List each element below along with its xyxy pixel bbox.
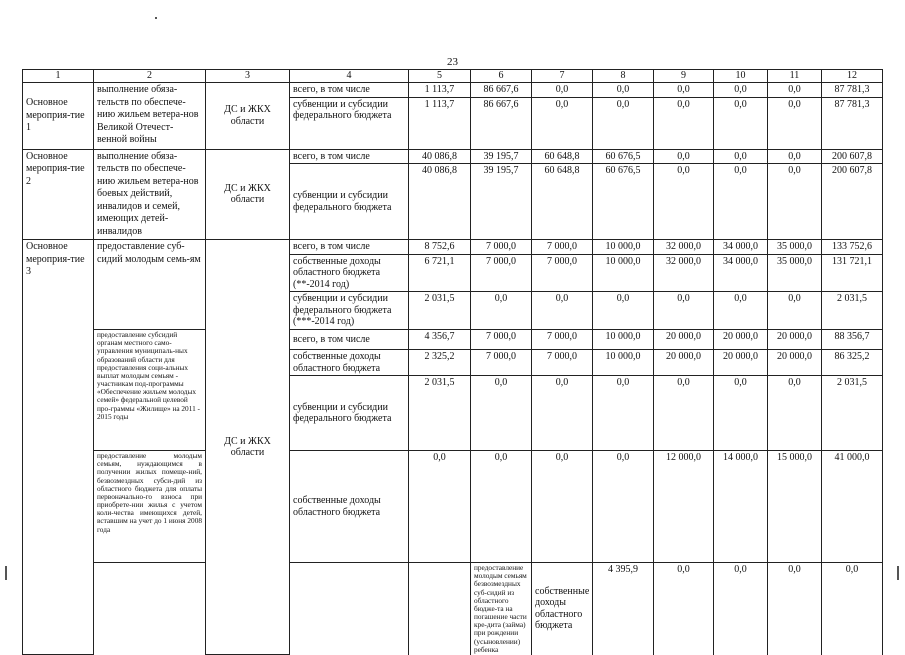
value-cell: 39 195,7 [471, 164, 532, 240]
col-header: 3 [206, 70, 290, 83]
col-header: 10 [714, 70, 768, 83]
value-cell: 0,0 [654, 376, 714, 451]
value-cell: 15 000,0 [768, 451, 822, 563]
value-cell: 0,0 [768, 292, 822, 330]
value-cell: 0,0 [593, 292, 654, 330]
value-cell: 0,0 [532, 451, 593, 563]
value-cell: 1 113,7 [409, 83, 471, 98]
event-description: выполнение обяза-тельств по обеспече-нию жильем ветера-нов Великой Отечест-венной войны [94, 83, 206, 150]
value-cell: 32 000,0 [654, 254, 714, 292]
event-name: Основное мероприя-тие 1 [23, 83, 94, 150]
value-cell: 0,0 [768, 164, 822, 240]
executor: ДС и ЖКХ области [206, 149, 290, 240]
value-cell: 131 721,1 [822, 254, 883, 292]
value-cell: 0,0 [532, 376, 593, 451]
sub-event-description: предоставление субсидий органам местного само-управления муниципаль-ных образований области для предоставления соци-альных выплат молодым семьям - участникам под-программы «Обеспечение жильем молодых семей» федеральной целевой про-граммы «Жилище» на 2011 - 2015 годы [94, 330, 206, 451]
value-cell: 20 000,0 [714, 330, 768, 350]
value-cell: 39 195,7 [471, 149, 532, 164]
value-cell: 20 000,0 [654, 350, 714, 376]
event-description: выполнение обяза-тельств по обеспече-нию жильем ветера-нов боевых действий, инвалидов и семей, имеющих детей-инвалидов [94, 149, 206, 240]
value-cell: 0,0 [654, 149, 714, 164]
value-cell: 0,0 [768, 83, 822, 98]
col-header: 5 [409, 70, 471, 83]
value-cell: 35 000,0 [768, 240, 822, 255]
value-cell: 0,0 [654, 292, 714, 330]
value-cell: 7 000,0 [532, 350, 593, 376]
value-cell: 0,0 [714, 292, 768, 330]
scan-mark-right [897, 566, 899, 580]
value-cell: 0,0 [714, 164, 768, 240]
col-header: 7 [532, 70, 593, 83]
value-cell: 86 667,6 [471, 83, 532, 98]
value-cell: 2 031,5 [822, 292, 883, 330]
value-cell: 86 325,2 [822, 350, 883, 376]
executor: ДС и ЖКХ области [206, 240, 290, 655]
value-cell: 7 000,0 [471, 240, 532, 255]
col-header: 6 [471, 70, 532, 83]
value-cell: 0,0 [768, 97, 822, 149]
page-number: 23 [447, 56, 458, 68]
value-cell: 0,0 [654, 97, 714, 149]
value-cell: 2 031,5 [822, 376, 883, 451]
value-cell: 0,0 [714, 83, 768, 98]
value-cell: 34 000,0 [714, 254, 768, 292]
value-cell: 4 395,9 [593, 563, 654, 655]
funding-source: субвенции и субсидии федерального бюджета [290, 376, 409, 451]
value-cell: 40 086,8 [409, 164, 471, 240]
value-cell: 60 648,8 [532, 164, 593, 240]
value-cell: 41 000,0 [822, 451, 883, 563]
value-cell: 2 031,5 [409, 376, 471, 451]
event-description: предоставление суб-сидий молодым семь-ям [94, 240, 206, 330]
value-cell: 10 000,0 [593, 254, 654, 292]
value-cell: 8 752,6 [409, 240, 471, 255]
value-cell: 7 000,0 [532, 240, 593, 255]
funding-source: собственные доходы областного бюджета [532, 563, 593, 655]
funding-source: собственные доходы областного бюджета (**-2014 год) [290, 254, 409, 292]
sub-event-description: предоставление молодым семьям безвозмездных суб-сидий из областного бюдже-та на погашение части кре-дита (займа) при рождении (усыновлении) ребенка [471, 563, 532, 655]
value-cell: 0,0 [768, 563, 822, 655]
table-row [23, 83, 883, 98]
col-header: 8 [593, 70, 654, 83]
budget-table [22, 69, 883, 655]
value-cell: 0,0 [593, 83, 654, 98]
value-cell: 0,0 [768, 149, 822, 164]
value-cell: 0,0 [471, 451, 532, 563]
funding-source: всего, в том числе [290, 149, 409, 164]
scan-speck [155, 17, 157, 19]
value-cell: 87 781,3 [822, 83, 883, 98]
table-row [23, 563, 883, 655]
value-cell: 10 000,0 [593, 350, 654, 376]
value-cell: 20 000,0 [654, 330, 714, 350]
value-cell: 20 000,0 [768, 350, 822, 376]
value-cell: 0,0 [654, 83, 714, 98]
value-cell: 200 607,8 [822, 149, 883, 164]
funding-source: всего, в том числе [290, 330, 409, 350]
funding-source: субвенции и субсидии федерального бюджета [290, 164, 409, 240]
value-cell: 35 000,0 [768, 254, 822, 292]
value-cell: 0,0 [654, 164, 714, 240]
value-cell: 0,0 [768, 376, 822, 451]
table-row [23, 149, 883, 164]
value-cell: 4 356,7 [409, 330, 471, 350]
executor: ДС и ЖКХ области [206, 83, 290, 150]
value-cell: 32 000,0 [654, 240, 714, 255]
value-cell: 0,0 [822, 563, 883, 655]
value-cell: 0,0 [532, 97, 593, 149]
value-cell: 7 000,0 [471, 350, 532, 376]
col-header: 11 [768, 70, 822, 83]
funding-source: субвенции и субсидии федерального бюджета (***-2014 год) [290, 292, 409, 330]
col-header: 9 [654, 70, 714, 83]
value-cell: 0,0 [471, 376, 532, 451]
value-cell: 12 000,0 [654, 451, 714, 563]
value-cell: 34 000,0 [714, 240, 768, 255]
value-cell: 20 000,0 [768, 330, 822, 350]
value-cell: 0,0 [714, 149, 768, 164]
funding-source: всего, в том числе [290, 83, 409, 98]
value-cell: 6 721,1 [409, 254, 471, 292]
value-cell: 0,0 [714, 563, 768, 655]
value-cell: 40 086,8 [409, 149, 471, 164]
value-cell: 0,0 [714, 376, 768, 451]
value-cell: 60 648,8 [532, 149, 593, 164]
value-cell: 0,0 [532, 83, 593, 98]
col-header: 12 [822, 70, 883, 83]
event-name: Основное мероприя-тие 2 [23, 149, 94, 240]
event-name: Основное мероприя-тие 3 [23, 240, 94, 655]
value-cell: 0,0 [593, 376, 654, 451]
value-cell: 7 000,0 [532, 254, 593, 292]
table-row [23, 451, 883, 563]
header-row [23, 70, 883, 83]
value-cell: 7 000,0 [532, 330, 593, 350]
value-cell: 133 752,6 [822, 240, 883, 255]
value-cell: 0,0 [593, 97, 654, 149]
value-cell: 200 607,8 [822, 164, 883, 240]
col-header: 2 [94, 70, 206, 83]
sub-event-description: предоставление молодым семьям, нуждающимся в получении жилых помеще-ний, безвозмездных субси-дий из областного бюджета для оплаты первоначально-го взноса при приобрете-нии жилья с учетом коли-чества имеющихся детей, вставшим на учет до 1 июня 2008 года [94, 451, 206, 563]
value-cell: 10 000,0 [593, 240, 654, 255]
value-cell: 86 667,6 [471, 97, 532, 149]
value-cell: 7 000,0 [471, 330, 532, 350]
value-cell: 1 113,7 [409, 97, 471, 149]
col-header: 1 [23, 70, 94, 83]
table-row [23, 240, 883, 255]
scan-mark-left [5, 566, 7, 580]
table-row [23, 330, 883, 350]
funding-source: собственные доходы областного бюджета [290, 350, 409, 376]
value-cell: 60 676,5 [593, 164, 654, 240]
value-cell: 0,0 [593, 451, 654, 563]
value-cell: 7 000,0 [471, 254, 532, 292]
value-cell: 2 031,5 [409, 292, 471, 330]
funding-source: субвенции и субсидии федерального бюджета [290, 97, 409, 149]
value-cell: 14 000,0 [714, 451, 768, 563]
value-cell: 88 356,7 [822, 330, 883, 350]
value-cell: 87 781,3 [822, 97, 883, 149]
funding-source: собственные доходы областного бюджета [290, 451, 409, 563]
value-cell: 0,0 [654, 563, 714, 655]
funding-source: всего, в том числе [290, 240, 409, 255]
value-cell: 60 676,5 [593, 149, 654, 164]
value-cell: 20 000,0 [714, 350, 768, 376]
value-cell: 2 325,2 [409, 350, 471, 376]
value-cell: 0,0 [714, 97, 768, 149]
col-header: 4 [290, 70, 409, 83]
value-cell: 0,0 [532, 292, 593, 330]
value-cell: 10 000,0 [593, 330, 654, 350]
value-cell: 0,0 [471, 292, 532, 330]
value-cell: 0,0 [409, 451, 471, 563]
